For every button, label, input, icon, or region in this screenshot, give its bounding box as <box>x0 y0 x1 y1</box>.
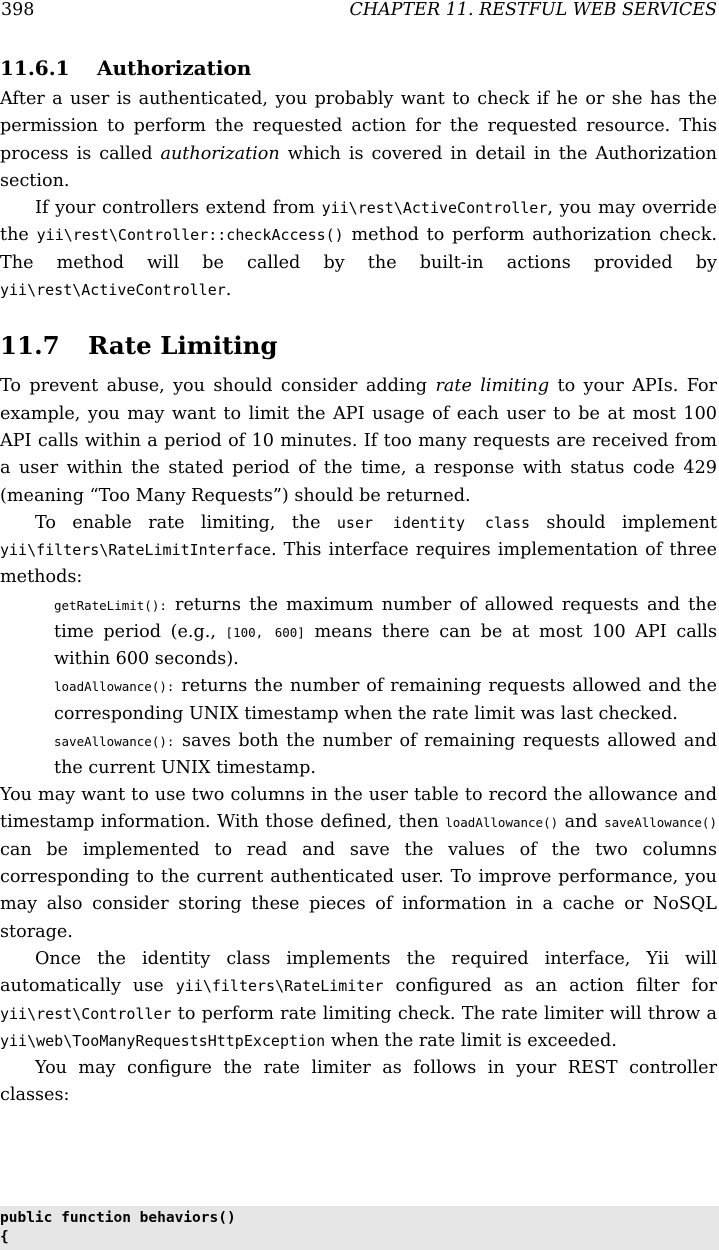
text: to perform rate limiting check. The rate limiter will throw a <box>171 1003 717 1024</box>
list-item <box>54 673 717 727</box>
inline-code: loadAllowance() <box>445 815 559 831</box>
text: If your controllers extend from <box>35 198 322 219</box>
rate-limiting-paragraph-5: You may configure the rate limiter as follows in your REST controller classes: <box>0 1058 717 1106</box>
code-line: public function behaviors() <box>0 1210 236 1226</box>
authorization-paragraph-2 <box>0 195 717 304</box>
inline-code: user identity class <box>336 513 531 532</box>
method-name: getRateLimit(): <box>54 597 167 613</box>
inline-code: yii\rest\ActiveController <box>0 281 226 300</box>
text: should implement <box>530 512 717 533</box>
text: Once the identity class implements the required interface, Yii will automatically use <box>0 948 717 997</box>
rate-limiting-paragraph-4 <box>0 946 717 1055</box>
text: when the rate limit is exceeded. <box>325 1030 617 1051</box>
rate-limiting-paragraph-1 <box>0 373 717 509</box>
text: configured as an action filter for <box>383 976 717 997</box>
rate-limiting-paragraph-3 <box>0 782 717 946</box>
inline-code: yii\filters\RateLimitInterface <box>0 541 271 560</box>
inline-code: saveAllowance() <box>604 815 717 831</box>
subsection-number: 11.6.1 <box>0 56 70 80</box>
text: To prevent abuse, you should consider adding <box>0 376 436 397</box>
text: method to perform authorization check. The method will be called by the built-in actions provided by <box>0 225 717 273</box>
emphasis: rate limiting <box>435 376 550 397</box>
text: saves both the number of remaining requests allowed and the current UNIX timestamp. <box>54 730 717 778</box>
authorization-paragraph-1 <box>0 86 717 195</box>
chapter-title: CHAPTER 11. RESTFUL WEB SERVICES <box>349 0 717 20</box>
inline-code: yii\rest\ActiveController <box>321 199 548 218</box>
method-name: saveAllowance(): <box>54 733 175 749</box>
text: , you may override the <box>0 198 717 246</box>
subsection-heading-authorization <box>0 56 717 80</box>
text: returns the maximum number of allowed requests and the time period (e.g., <box>54 594 717 642</box>
inline-code: yii\filters\RateLimiter <box>175 977 384 996</box>
section-title: Rate Limiting <box>88 331 278 361</box>
methods-list <box>0 592 717 782</box>
list-item <box>54 592 717 674</box>
text: After a user is authenticated, you probably want to check if he or she has the permission to perform the requested action for the requested resource. This process is called <box>0 89 717 164</box>
text: to your APIs. For example, you may want to limit the API usage of each user to be at most 100 API calls within a period of 10 minutes. If too many requests are received from a user within the stated period of the time, a response with status code 429 (meaning “Too Many Requests”) should be returned. <box>0 376 717 506</box>
page-number: 398 <box>1 0 35 20</box>
subsection-title: Authorization <box>97 56 252 80</box>
inline-code: yii\rest\Controller::checkAccess() <box>36 226 344 245</box>
text: . This interface requires implementation of three methods: <box>0 540 717 588</box>
text: returns the number of remaining requests allowed and the corresponding UNIX timestamp when the rate limit was last checked. <box>54 676 717 724</box>
inline-code: [100, 600] <box>225 624 305 640</box>
text: means there can be at most 100 API calls within 600 seconds). <box>54 621 717 670</box>
list-item <box>54 728 717 782</box>
text: You may want to use two columns in the user table to record the allowance and timestamp information. With those defined, then <box>0 785 717 833</box>
running-header <box>0 0 719 24</box>
page-body <box>0 56 717 1110</box>
inline-code: yii\rest\Controller <box>0 1004 172 1023</box>
method-name: loadAllowance(): <box>54 679 175 695</box>
code-line: { <box>0 1229 9 1245</box>
code-block <box>0 1206 719 1250</box>
rate-limiting-paragraph-2 <box>0 510 717 592</box>
inline-code: yii\web\TooManyRequestsHttpException <box>0 1031 326 1050</box>
text: To enable rate limiting, the <box>35 512 337 533</box>
section-number: 11.7 <box>0 331 60 361</box>
text: can be implemented to read and save the values of the two columns corresponding to the current authenticated user. To improve performance, you may also consider storing these pieces of information in a cache or NoSQL storage. <box>0 839 717 942</box>
emphasis: authorization <box>160 143 280 164</box>
text: . <box>225 280 232 301</box>
text: and <box>558 812 605 833</box>
text: which is covered in detail in the Authorization section. <box>0 143 717 191</box>
section-heading-rate-limiting <box>0 331 717 360</box>
